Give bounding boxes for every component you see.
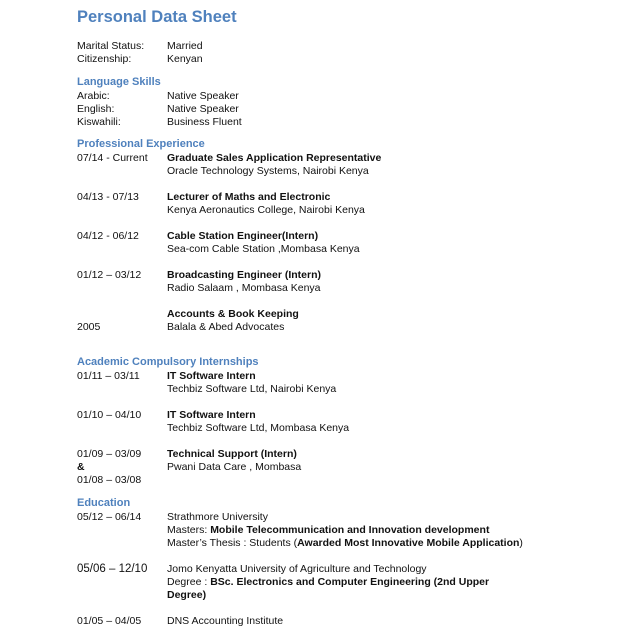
experience-role: Graduate Sales Application Representative — [167, 152, 382, 164]
internships-heading: Academic Compulsory Internships — [77, 356, 259, 368]
citizenship-label: Citizenship: — [77, 53, 132, 65]
education-degree-line — [167, 576, 489, 589]
education-heading: Education — [77, 497, 131, 509]
language-level: Native Speaker — [167, 103, 239, 115]
experience-date: 04/13 - 07/13 — [77, 191, 139, 203]
page-title: Personal Data Sheet — [77, 8, 237, 26]
experience-org: Kenya Aeronautics College, Nairobi Kenya — [167, 204, 365, 216]
experience-date: 04/12 - 06/12 — [77, 230, 139, 242]
education-degree-line — [167, 524, 489, 537]
degree-prefix: Degree : — [167, 576, 211, 588]
internship-org: Pwani Data Care , Mombasa — [167, 461, 302, 473]
degree-name: Mobile Telecommunication and Innovation development — [210, 524, 490, 536]
internship-date: 01/10 – 04/10 — [77, 409, 142, 421]
experience-role: Lecturer of Maths and Electronic — [167, 191, 331, 203]
experience-date: 07/14 - Current — [77, 152, 148, 164]
thesis-award: Awarded Most Innovative Mobile Application — [297, 537, 520, 549]
experience-role: Cable Station Engineer(Intern) — [167, 230, 319, 242]
education-date: 05/06 – 12/10 — [77, 563, 148, 575]
education-thesis-line — [167, 537, 523, 550]
language-skills-heading: Language Skills — [77, 76, 161, 88]
language-name: Kiswahili: — [77, 116, 121, 128]
language-level: Business Fluent — [167, 116, 242, 128]
internship-org: Techbiz Software Ltd, Nairobi Kenya — [167, 383, 337, 395]
education-school: Strathmore University — [167, 511, 268, 523]
experience-org: Radio Salaam , Mombasa Kenya — [167, 282, 321, 294]
education-school: Jomo Kenyatta University of Agriculture and Technology — [167, 563, 427, 575]
degree-prefix: Masters: — [167, 524, 211, 536]
thesis-prefix: Master’s Thesis : Students ( — [167, 537, 298, 549]
internship-date: 01/08 – 03/08 — [77, 474, 142, 486]
education-degree-continuation: Degree) — [167, 589, 207, 601]
experience-role: Broadcasting Engineer (Intern) — [167, 269, 322, 281]
education-date: 01/05 – 04/05 — [77, 615, 142, 627]
internship-date-ampersand: & — [77, 461, 85, 473]
experience-role: Accounts & Book Keeping — [167, 308, 299, 320]
education-school: DNS Accounting Institute — [167, 615, 284, 627]
thesis-suffix: ) — [519, 537, 523, 549]
citizenship-value: Kenyan — [167, 53, 203, 65]
internship-role: IT Software Intern — [167, 409, 256, 421]
language-level: Native Speaker — [167, 90, 239, 102]
professional-experience-heading: Professional Experience — [77, 138, 205, 150]
experience-org: Balala & Abed Advocates — [167, 321, 285, 333]
experience-date: 2005 — [77, 321, 101, 333]
internship-date: 01/11 – 03/11 — [77, 370, 140, 382]
language-name: English: — [77, 103, 115, 115]
marital-status-label: Marital Status: — [77, 40, 145, 52]
degree-name: BSc. Electronics and Computer Engineering (2nd Upper — [210, 576, 490, 588]
education-date: 05/12 – 06/14 — [77, 511, 142, 523]
internship-date: 01/09 – 03/09 — [77, 448, 142, 460]
experience-org: Sea-com Cable Station ,Mombasa Kenya — [167, 243, 360, 255]
internship-role: IT Software Intern — [167, 370, 256, 382]
language-name: Arabic: — [77, 90, 110, 102]
experience-org: Oracle Technology Systems, Nairobi Kenya — [167, 165, 369, 177]
experience-date: 01/12 – 03/12 — [77, 269, 142, 281]
internship-org: Techbiz Software Ltd, Mombasa Kenya — [167, 422, 350, 434]
marital-status-value: Married — [167, 40, 203, 52]
internship-role: Technical Support (Intern) — [167, 448, 297, 460]
